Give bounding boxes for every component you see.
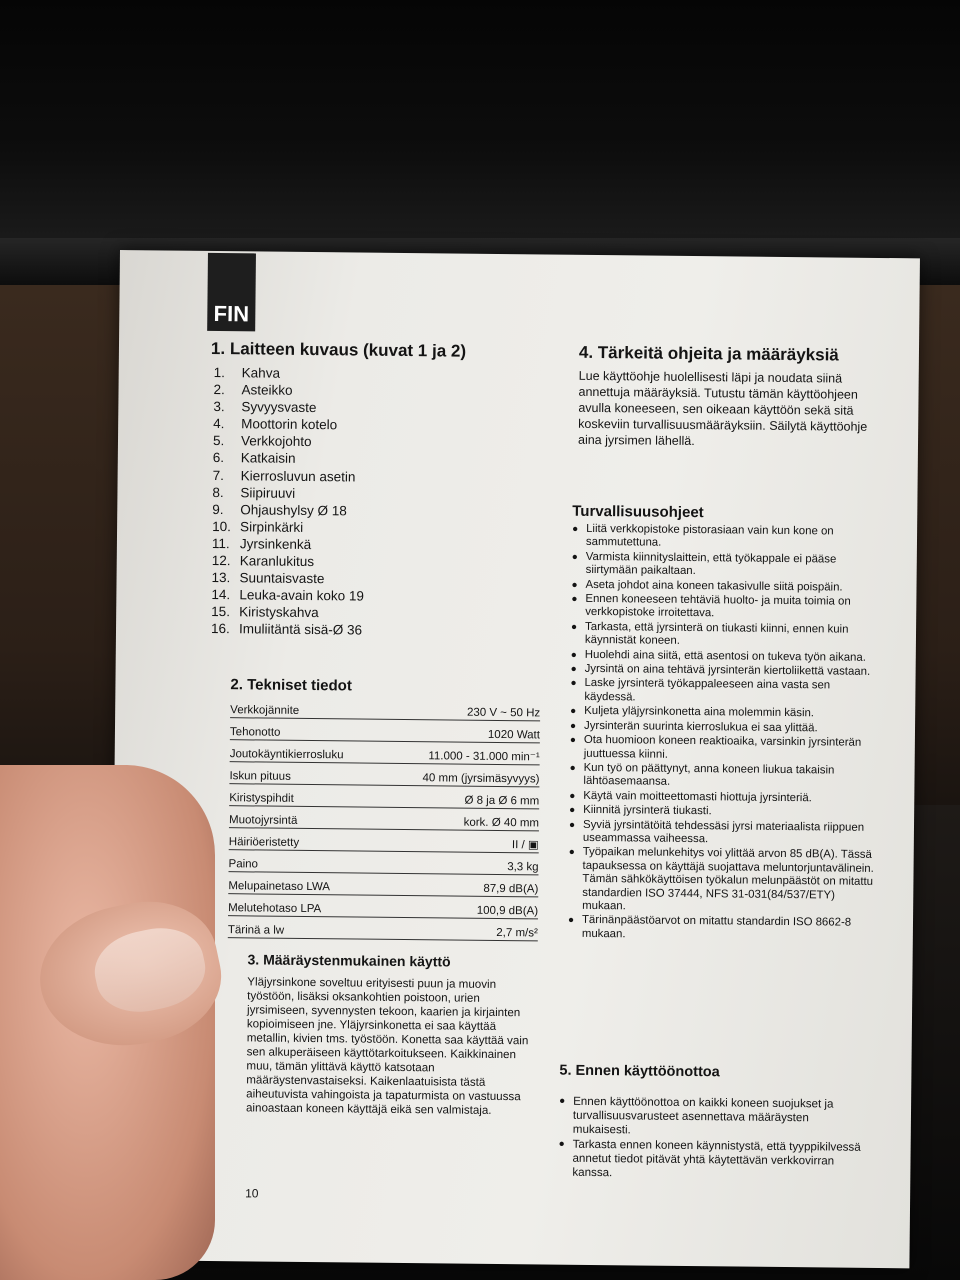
spec-key: Tehonotto bbox=[229, 726, 281, 739]
language-tab: FIN bbox=[207, 253, 256, 331]
dark-background-top bbox=[0, 0, 960, 250]
item-label: Asteikko bbox=[241, 382, 293, 398]
parts-list-item bbox=[213, 381, 366, 400]
item-label: Syvyysvaste bbox=[241, 399, 317, 416]
parts-list-item bbox=[211, 620, 364, 639]
section5-list bbox=[558, 1095, 869, 1184]
safety-item: ● Jyrsinterän suurinta kierroslukua ei saa ylittää. bbox=[570, 719, 880, 736]
safety-item: ● Aseta johdot aina koneen takasivulle siitä poispäin. bbox=[571, 578, 881, 595]
safety-item: ● Käytä vain moitteettomasti hiottuja jyrsinteriä. bbox=[569, 789, 879, 806]
item-label: Sirpinkärki bbox=[240, 519, 304, 535]
section5-item: ● Tarkasta ennen koneen käynnistystä, että tyyppikilvessä annetut tiedot pitävät yhtä käytettävän verkkovirran kanssa. bbox=[558, 1138, 868, 1183]
spec-value: 100,9 dB(A) bbox=[476, 904, 539, 918]
item-number: 10. bbox=[212, 518, 231, 535]
item-number: 4. bbox=[213, 416, 225, 432]
safety-item: ● Syviä jyrsintätöitä tehdessäsi jyrsi materiaalista riippuen useammassa vaiheessa. bbox=[569, 818, 879, 848]
spec-key: Joutokäyntikierrosluku bbox=[229, 748, 344, 762]
parts-list-item bbox=[213, 398, 366, 417]
item-number: 6. bbox=[212, 450, 225, 466]
spec-row bbox=[229, 784, 539, 809]
section4-text: Lue käyttöohje huolellisesti läpi ja noudata siinä annettuja määräyksiä. Tutustu tämän käyttöohjeen avulla koneeseen, sen oikeaan käyttöön sekä sitä koskeviin turvallisuusmääräyksiin. Säilytä käyttöohje aina jyrsimen lähellä. bbox=[577, 368, 868, 449]
spec-value: Ø 8 ja Ø 6 mm bbox=[464, 794, 540, 808]
section5-item: ● Ennen käyttöönottoa on kaikki koneen suojukset ja turvallisuusvarusteet asennettava määräysten mukaisesti. bbox=[559, 1095, 869, 1140]
parts-list-item bbox=[213, 432, 366, 451]
item-number: 1. bbox=[213, 364, 226, 381]
item-number: 11. bbox=[211, 535, 230, 552]
safety-item: ● Kuljeta yläjyrsinkonetta aina molemmin käsin. bbox=[570, 705, 880, 722]
spec-row bbox=[228, 872, 538, 897]
parts-list-item bbox=[212, 535, 365, 554]
item-label: Suuntaisvaste bbox=[239, 570, 325, 587]
section4-title: 4. Tärkeitä ohjeita ja määräyksiä bbox=[578, 342, 839, 365]
item-label: Moottorin kotelo bbox=[241, 416, 338, 433]
spec-key: Paino bbox=[228, 858, 259, 871]
parts-list-item bbox=[213, 415, 366, 434]
item-number: 5. bbox=[212, 433, 225, 449]
page-number: 10 bbox=[245, 1186, 259, 1201]
spec-key: Häiriöeristetty bbox=[228, 836, 300, 849]
parts-list-item bbox=[211, 603, 364, 622]
item-number: 13. bbox=[211, 570, 231, 586]
parts-list-item bbox=[211, 586, 364, 605]
item-label: Kiristyskahva bbox=[239, 604, 319, 621]
spec-row bbox=[228, 850, 538, 875]
item-label: Jyrsinkenkä bbox=[239, 536, 312, 552]
parts-list-item bbox=[212, 501, 365, 520]
spec-key: Melutehotaso LPA bbox=[228, 902, 322, 916]
safety-item: ● Tärinänpäästöarvot on mitattu standardin ISO 8662-8 mukaan. bbox=[568, 914, 878, 944]
item-label: Kahva bbox=[241, 365, 281, 381]
safety-item: ● Liitä verkkopistoke pistorasiaan vain kun kone on sammutettuna. bbox=[572, 523, 882, 553]
safety-item: ● Työpaikan melunkehitys voi ylittää arvon 85 dB(A). Tässä tapauksessa on käyttäjä suojattava meluntorjuntavälinein. Tämän sähkökäyttöisen työkalun melunpäästöt on mitattu standardien ISO 37444, NFS 31-031(84/537/ETY) mukaan. bbox=[568, 846, 879, 916]
safety-item: ● Laske jyrsinterä työkappaleeseen aina vasta sen käydessä. bbox=[570, 677, 880, 707]
safety-item: ● Tarkasta, että jyrsinterä on tiukasti kiinni, ennen kuin käynnistät koneen. bbox=[571, 621, 881, 651]
parts-list bbox=[211, 364, 366, 639]
spec-row bbox=[229, 762, 539, 787]
spec-value: II / ▣ bbox=[511, 839, 539, 852]
spec-key: Muotojyrsintä bbox=[228, 814, 298, 827]
safety-title: Turvallisuusohjeet bbox=[572, 502, 704, 522]
spec-value: 2,7 m/s² bbox=[496, 926, 538, 940]
spec-key: Melupainetaso LWA bbox=[228, 880, 331, 894]
item-label: Leuka-avain koko 19 bbox=[239, 587, 365, 604]
item-label: Verkkojohto bbox=[240, 433, 312, 450]
safety-list bbox=[568, 523, 882, 945]
item-number: 12. bbox=[211, 553, 231, 569]
item-number: 14. bbox=[211, 587, 231, 603]
parts-list-item bbox=[214, 364, 367, 383]
spec-key: Iskun pituus bbox=[229, 770, 291, 783]
safety-item: ● Kun työ on päättynyt, anna koneen liukua takaisin lähtöasemaansa. bbox=[569, 762, 879, 792]
spec-value: 230 V ~ 50 Hz bbox=[466, 706, 541, 720]
safety-item: ● Kiinnitä jyrsinterä tiukasti. bbox=[569, 804, 879, 821]
item-number: 2. bbox=[213, 382, 225, 398]
parts-list-item bbox=[213, 449, 366, 468]
spec-value: 87,9 dB(A) bbox=[483, 882, 539, 896]
section2-title: 2. Tekniset tiedot bbox=[230, 676, 352, 695]
spec-row bbox=[229, 828, 539, 853]
item-number: 16. bbox=[210, 621, 230, 637]
section5-title: 5. Ennen käyttöönottoa bbox=[559, 1062, 720, 1081]
manual-page bbox=[109, 250, 920, 1268]
parts-list-item bbox=[212, 518, 365, 537]
parts-list-item bbox=[213, 467, 366, 486]
item-label: Kierrosluvun asetin bbox=[240, 467, 356, 485]
safety-item: ● Huolehdi aina siitä, että asentosi on tukeva työn aikana. bbox=[571, 648, 881, 665]
spec-key: Verkkojännite bbox=[230, 704, 300, 717]
spec-row bbox=[230, 696, 540, 721]
item-number: 15. bbox=[211, 604, 231, 620]
safety-item: ● Ota huomioon koneen reaktioaika, varsinkin jyrsinterän juuttuessa kiinni. bbox=[570, 734, 880, 764]
spec-value: kork. Ø 40 mm bbox=[463, 816, 540, 830]
spec-value: 3,3 kg bbox=[507, 861, 539, 874]
item-label: Imuliitäntä sisä-Ø 36 bbox=[238, 621, 363, 638]
safety-item: ● Varmista kiinnityslaittein, että työkappale ei pääse siirtymään paikaltaan. bbox=[572, 551, 882, 581]
section3-title: 3. Määräystenmukainen käyttö bbox=[247, 951, 451, 970]
parts-list-item bbox=[212, 552, 365, 571]
spec-key: Kiristyspihdit bbox=[229, 792, 294, 805]
item-label: Karanlukitus bbox=[239, 553, 315, 570]
spec-value: 1020 Watt bbox=[487, 728, 541, 742]
parts-list-item bbox=[212, 484, 365, 503]
safety-item: ● Ennen koneeseen tehtäviä huolto- ja muita toimia on verkkopistoke irroitettava. bbox=[571, 593, 881, 623]
parts-list-item bbox=[211, 569, 364, 588]
spec-row bbox=[230, 740, 540, 765]
section3-text: Yläjyrsinkone soveltuu erityisesti puun ja muovin työstöön, lisäksi oksankohtien poistoon, urien jyrsimiseen, syvennysten tekoon, kaarien ja kirjainten kopioimiseen jne. Yläjyrsinkonetta ei saa käyttää metallin, kivien tms. työstöön. Konetta saa käyttää vain sen alkuperäiseen käyttötarkoitukseen. Kaikkinainen muu, tämän ylittävä käyttö katsotaan määräystenvastaiseksi. Kaikenlaatuisista tästä aiheutuvista vahingoista ja tapaturmista on vastuussa ainoastaan koneen käyttäjä eikä sen valmistaja. bbox=[245, 975, 529, 1117]
spec-value: 11.000 - 31.000 min⁻¹ bbox=[428, 750, 540, 764]
item-number: 7. bbox=[212, 467, 224, 483]
item-label: Katkaisin bbox=[240, 450, 296, 467]
item-label: Ohjaushylsy Ø 18 bbox=[240, 502, 347, 519]
safety-item: ● Jyrsintä on aina tehtävä jyrsinterän kiertoliikettä vastaan. bbox=[571, 663, 881, 680]
spec-row bbox=[228, 916, 538, 941]
item-number: 8. bbox=[212, 484, 224, 500]
spec-row bbox=[230, 718, 540, 743]
spec-key: Tärinä a lw bbox=[227, 924, 285, 937]
item-number: 3. bbox=[213, 399, 225, 415]
spec-table bbox=[228, 696, 541, 941]
section1-title: 1. Laitteen kuvaus (kuvat 1 ja 2) bbox=[210, 338, 467, 361]
item-number: 9. bbox=[212, 501, 224, 517]
spec-row bbox=[229, 806, 539, 831]
item-label: Siipiruuvi bbox=[240, 484, 296, 501]
spec-value: 40 mm (jyrsimäsyvyys) bbox=[422, 772, 540, 786]
spec-row bbox=[228, 894, 538, 919]
